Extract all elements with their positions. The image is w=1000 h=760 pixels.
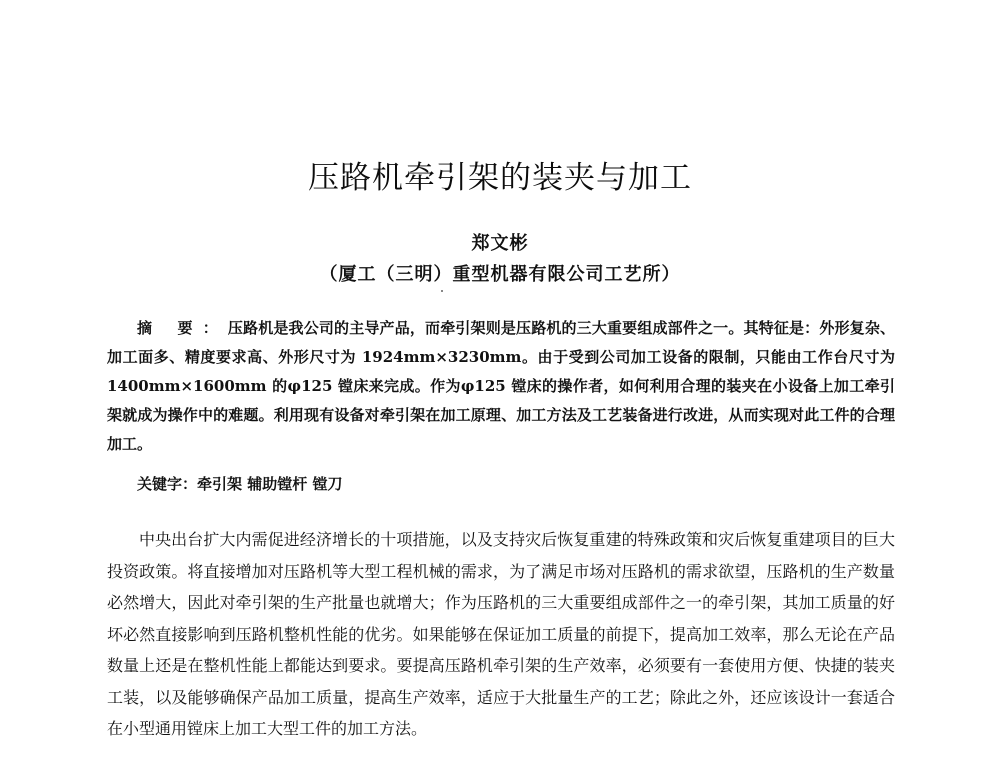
abstract-text: 压路机是我公司的主导产品，而牵引架则是压路机的三大重要组成部件之一。其特征是：外形复杂、加工面多、精度要求高、外形尺寸为 1924mm×3230mm。由于受到公司加工设备的限制，只能由工作台尺寸为 1400mm×1600mm 的φ125 镗床来完成。作为φ125 镗床的操作者，如何利用合理的装夹在小设备上加工牵引架就成为操作中的难题。利用现有设备对牵引架在加工原理、加工方法及工艺装备进行改进，从而实现对此工件的合理加工。 [107, 319, 895, 453]
scan-speck [441, 290, 443, 292]
author-name: 郑文彬 [471, 233, 529, 254]
abstract-section [107, 314, 895, 459]
keywords-text: 牵引架 辅助镗杆 镗刀 [197, 475, 343, 493]
keywords-label: 关键字： [137, 475, 198, 493]
author-affiliation: （厦工（三明）重型机器有限公司工艺所） [319, 264, 681, 285]
keywords-section [137, 472, 897, 496]
paper-title: 压路机牵引架的装夹与加工 [308, 160, 692, 196]
body-paragraph: 中央出台扩大内需促进经济增长的十项措施，以及支持灾后恢复重建的特殊政策和灾后恢复重建项目的巨大投资政策。将直接增加对压路机等大型工程机械的需求，为了满足市场对压路机的需求欲望，压路机的生产数量必然增大，因此对牵引架的生产批量也就增大；作为压路机的三大重要组成部件之一的牵引架，其加工质量的好坏必然直接影响到压路机整机性能的优劣。如果能够在保证加工质量的前提下，提高加工效率，那么无论在产品数量上还是在整机性能上都能达到要求。要提高压路机牵引架的生产效率，必须要有一套使用方便、快捷的装夹工装，以及能够确保产品加工质量，提高生产效率，适应于大批量生产的工艺；除此之外，还应该设计一套适合在小型通用镗床上加工大型工件的加工方法。 [107, 530, 895, 738]
abstract-label: 摘 要： [137, 319, 228, 337]
